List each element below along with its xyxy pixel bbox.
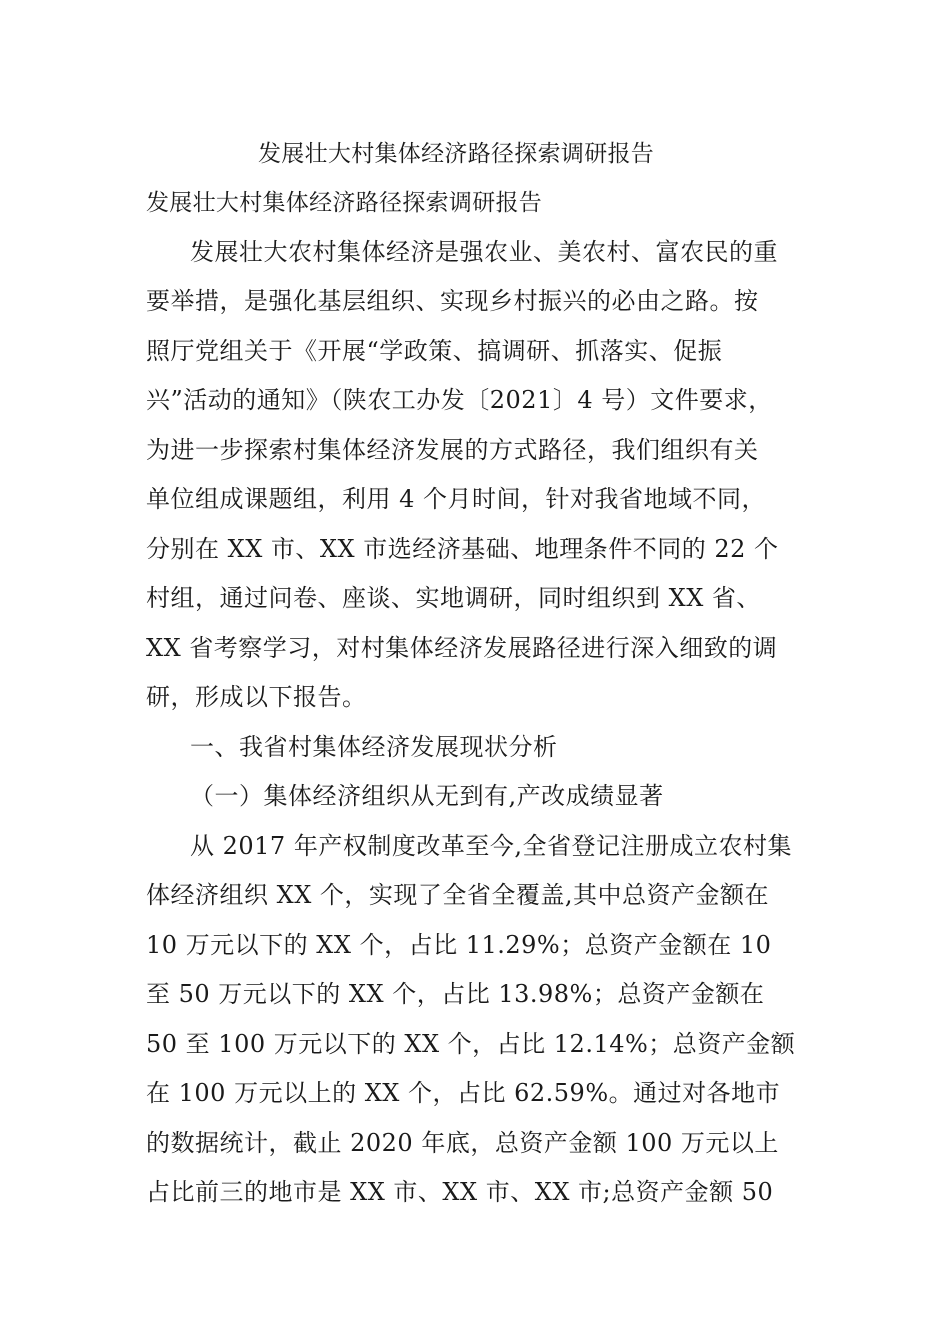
section-heading: 一、我省村集体经济发展现状分析 [190, 733, 558, 761]
body-line-1: 从 2017 年产权制度改革至今,全省登记注册成立农村集 [190, 832, 792, 860]
body-line-6: 在 100 万元以上的 XX 个，占比 62.59%。通过对各地市 [146, 1079, 781, 1107]
body-line-5: 50 至 100 万元以下的 XX 个，占比 12.14%；总资产金额 [146, 1030, 796, 1058]
intro-line-6: 单位组成课题组，利用 4 个月时间，针对我省地域不同， [146, 485, 767, 513]
intro-line-3: 照厅党组关于《开展“学政策、搞调研、抓落实、促振 [146, 337, 723, 365]
intro-line-9: XX 省考察学习，对村集体经济发展路径进行深入细致的调 [146, 634, 778, 662]
intro-line-5: 为进一步探索村集体经济发展的方式路径，我们组织有关 [146, 436, 759, 464]
intro-line-7: 分别在 XX 市、XX 市选经济基础、地理条件不同的 22 个 [146, 535, 779, 563]
body-line-3: 10 万元以下的 XX 个，占比 11.29%；总资产金额在 10 [146, 931, 772, 959]
document-subtitle: 发展壮大村集体经济路径探索调研报告 [146, 190, 543, 216]
body-line-2: 体经济组织 XX 个，实现了全省全覆盖,其中总资产金额在 [146, 881, 770, 909]
intro-line-4: 兴”活动的通知》（陕农工办发〔2021〕4 号）文件要求， [146, 386, 773, 414]
body-line-4: 至 50 万元以下的 XX 个，占比 13.98%；总资产金额在 [146, 980, 765, 1008]
document-title: 发展壮大村集体经济路径探索调研报告 [258, 141, 655, 167]
body-line-8: 占比前三的地市是 XX 市、XX 市、XX 市;总资产金额 50 [146, 1178, 774, 1206]
intro-line-10: 研，形成以下报告。 [146, 683, 367, 711]
intro-line-2: 要举措，是强化基层组织、实现乡村振兴的必由之路。按 [146, 287, 759, 315]
subsection-heading: （一）集体经济组织从无到有,产改成绩显著 [190, 782, 664, 810]
body-line-7: 的数据统计，截止 2020 年底，总资产金额 100 万元以上 [146, 1129, 779, 1157]
intro-line-1: 发展壮大农村集体经济是强农业、美农村、富农民的重 [190, 238, 778, 266]
intro-line-8: 村组，通过问卷、座谈、实地调研，同时组织到 XX 省、 [146, 584, 761, 612]
